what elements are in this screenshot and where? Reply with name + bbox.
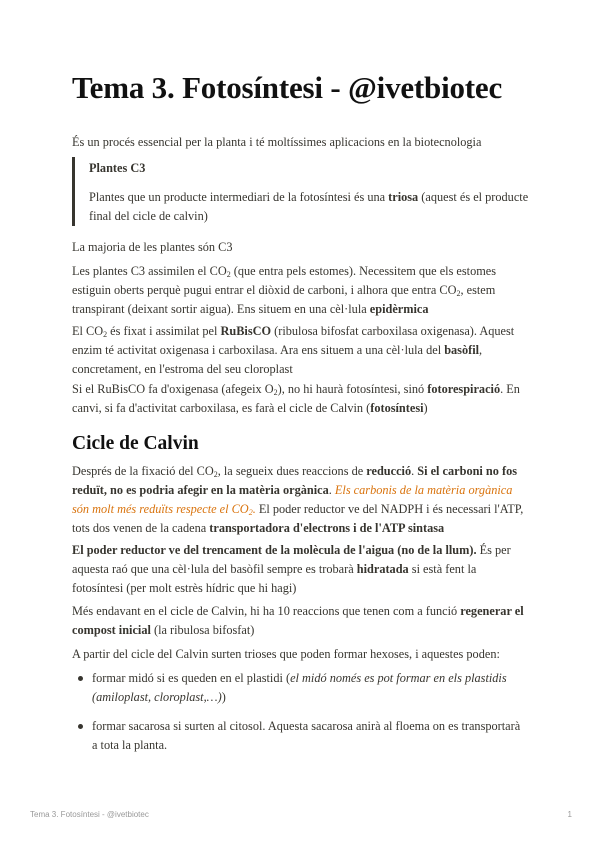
- text: .: [252, 502, 256, 516]
- text: formar sacarosa si surten al citosol. Aquesta sacarosa anirà al floema on es transportarà a tota la planta.: [92, 719, 521, 752]
- text: ): [423, 401, 428, 415]
- text: , la segueix dues reaccions de: [217, 464, 367, 478]
- text: . En canvi, si fa d'activitat carboxilasa, es farà el cicle de Calvin (: [72, 382, 520, 415]
- subscript: 2: [226, 270, 231, 279]
- text: , concretament, en l'estroma del seu cloroplast: [72, 343, 483, 376]
- subscript: 2: [213, 470, 218, 479]
- callout-title: Plantes C3: [89, 161, 146, 175]
- callout-body: [89, 188, 529, 226]
- text: ), no hi haurà fotosíntesi, sinó: [277, 382, 428, 396]
- text: Les plantes C3 assimilen el CO: [72, 264, 227, 278]
- list-item: [72, 717, 528, 755]
- text: , estem transpirant (deixant sortir aigua). Ens situem en una cèl·lula: [72, 283, 496, 316]
- subscript: 2: [273, 388, 278, 397]
- text: Més endavant en el cicle de Calvin, hi ha 10 reaccions que tenen com a funció: [72, 604, 461, 618]
- paragraph-trioses: A partir del cicle del Calvin surten trioses que poden formar hexoses, i aquestes poden:: [72, 647, 500, 661]
- paragraph-oxigenasa: [72, 380, 528, 418]
- text: (aquest és el producte final del cicle de calvin): [89, 190, 529, 223]
- paragraph-fixacio: [72, 462, 528, 538]
- text: Plantes que un producte intermediari de la fotosíntesi és una: [89, 190, 389, 204]
- bold-text: fotorespiració: [427, 382, 501, 396]
- bold-text: Si el carboni no fos reduït, no es podria afegir en la matèria orgànica: [72, 464, 518, 497]
- text: Els carbonis de la matèria orgànica són molt més reduïts respecte el CO: [72, 483, 513, 516]
- bold-text: El poder reductor ve del trencament de la molècula de l'aigua (no de la llum).: [72, 543, 477, 557]
- text: Després de la fixació del CO: [72, 464, 214, 478]
- bold-text: hidratada: [356, 562, 409, 576]
- text: .: [411, 464, 418, 478]
- bold-text: triosa: [388, 190, 419, 204]
- footer-title: Tema 3. Fotosíntesi - @ivetbiotec: [30, 810, 149, 819]
- bullet-icon: [78, 724, 83, 729]
- text: .: [328, 483, 335, 497]
- intro-paragraph: És un procés essencial per la planta i té moltíssimes aplicacions en la biotecnologia: [72, 135, 482, 149]
- callout-plantes-c3: [72, 157, 529, 226]
- page-number: 1: [567, 810, 572, 819]
- paragraph-rubisco: [72, 322, 528, 379]
- section-heading-calvin: Cicle de Calvin: [72, 433, 199, 454]
- list-item: [72, 669, 528, 707]
- bold-text: fotosíntesi: [370, 401, 424, 415]
- subscript: 2: [456, 289, 461, 298]
- text: ): [221, 690, 226, 704]
- text: (la ribulosa bifosfat): [150, 623, 255, 637]
- subscript: 2: [248, 508, 253, 517]
- text: El poder reductor ve del NADPH i és necessari l'ATP, tots dos venen de la cadena: [72, 502, 524, 535]
- bold-text: reducció: [366, 464, 412, 478]
- italic-text: el midó només es pot formar en els plastidis (amiloplast, cloroplast,…): [92, 671, 507, 704]
- text: El CO: [72, 324, 104, 338]
- text: Si el RuBisCO fa d'oxigenasa (afegeix O: [72, 382, 274, 396]
- text: és fixat i assimilat pel: [107, 324, 221, 338]
- text: si està fent la fotosíntesi (per molt estrès hídric que hi hagi): [72, 562, 477, 595]
- bullet-icon: [78, 676, 83, 681]
- paragraph-c3-assimilen: [72, 262, 528, 319]
- bold-text: RuBisCO: [220, 324, 272, 338]
- page-title: Tema 3. Fotosíntesi - @ivetbiotec: [72, 70, 503, 105]
- paragraph-regenerar: [72, 602, 528, 640]
- subscript: 2: [103, 330, 108, 339]
- paragraph-poder-reductor: [72, 541, 528, 598]
- text: És per aquesta raó que una cèl·lula del basòfil sempre es trobarà: [72, 543, 511, 576]
- text: (ribulosa bifosfat carboxilasa oxigenasa). Aquest enzim té activitat oxigenasa i carboxilasa. Ara ens situem a una cèl·lula del: [72, 324, 515, 357]
- bold-text: basòfil: [444, 343, 480, 357]
- text: (que entra pels estomes). Necessitem que els estomes estiguin oberts perquè pugui entrar el diòxid de carboni, i alhora que entra CO: [72, 264, 497, 297]
- bold-text: transportadora d'electrons i de l'ATP sintasa: [209, 521, 445, 535]
- bold-text: epidèrmica: [369, 302, 429, 316]
- text: formar midó si es queden en el plastidi (: [92, 671, 291, 685]
- bullet-list: [72, 669, 528, 755]
- paragraph-majoria: La majoria de les plantes són C3: [72, 240, 233, 254]
- bold-text: regenerar el compost inicial: [72, 604, 524, 637]
